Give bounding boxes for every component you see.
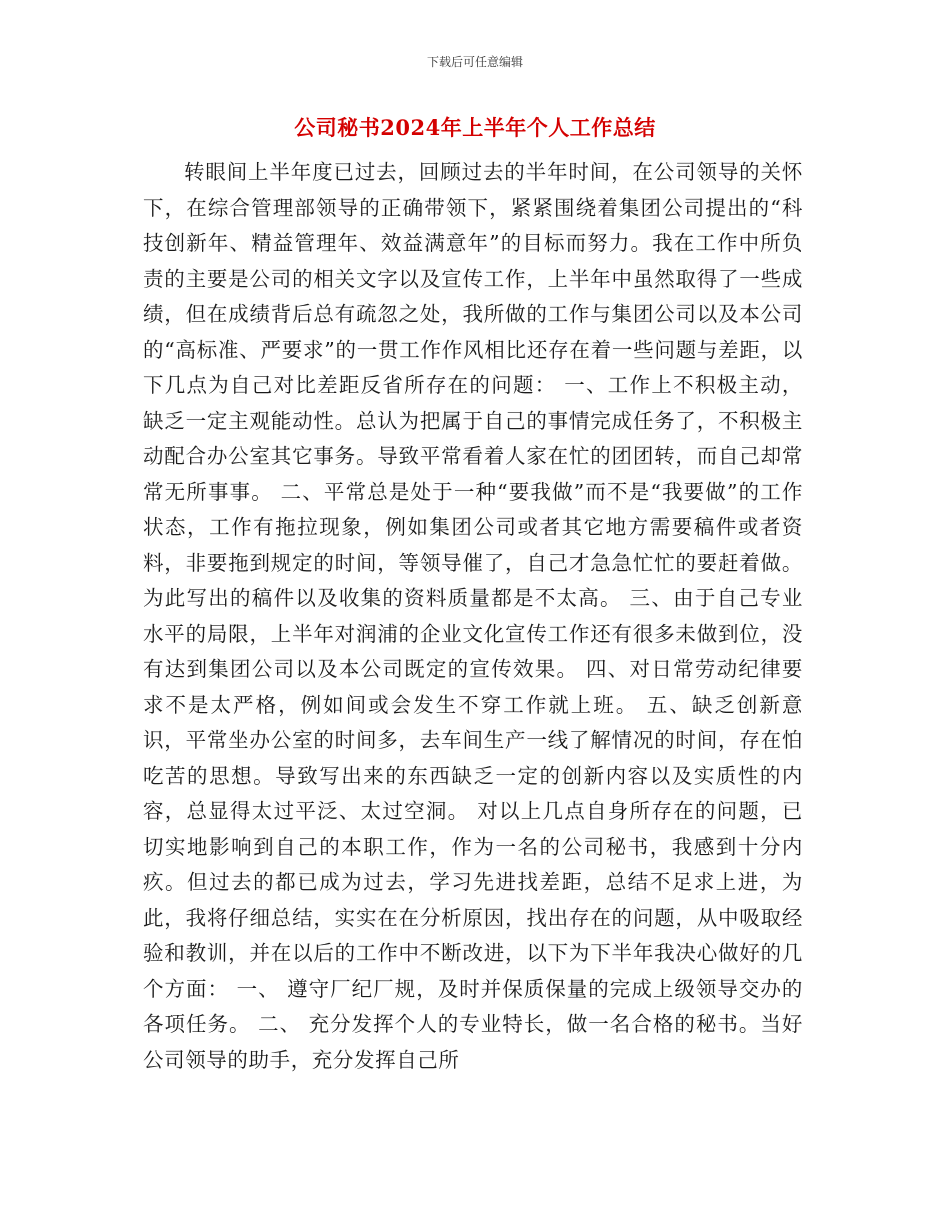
body-paragraph: 转眼间上半年度已过去，回顾过去的半年时间，在公司领导的关怀下，在综合管理部领导的正确带领下，紧紧围绕着集团公司提出的“科技创新年、精益管理年、效益满意年”的目标而努力。我在工作中所负责的主要是公司的相关文字以及宣传工作，上半年中虽然取得了一些成绩，但在成绩背后总有疏忽之处，我所做的工作与集团公司以及本公司的“高标准、严要求”的一贯工作作风相比还存在着一些问题与差距，以下几点为自己对比差距反省所存在的问题： 一、工作上不积极主动，缺乏一定主观能动性。总认为把属于自己的事情完成任务了，不积极主动配合办公室其它事务。导致平常看着人家在忙的团团转，而自己却常常无所事事。 二、平常总是处于一种“要我做”而不是“我要做”的工作状态，工作有拖拉现象，例如集团公司或者其它地方需要稿件或者资料，非要拖到规定的时间，等领导催了，自己才急急忙忙的要赶着做。为此写出的稿件以及收集的资料质量都是不太高。 三、由于自己专业水平的局限，上半年对润浦的企业文化宣传工作还有很多未做到位，没有达到集团公司以及本公司既定的宣传效果。 四、对日常劳动纪律要求不是太严格，例如间或会发生不穿工作就上班。 五、缺乏创新意识，平常坐办公室的时间多，去车间生产一线了解情况的时间，存在怕吃苦的思想。导致写出来的东西缺乏一定的创新内容以及实质性的内容，总显得太过平泛、太过空洞。 对以上几点自身所存在的问题，已切实地影响到自己的本职工作，作为一名的公司秘书，我感到十分内疚。但过去的都已成为过去，学习先进找差距，总结不足求上进，为此，我将仔细总结，实实在在分析原因，找出存在的问题，从中吸取经验和教训，并在以后的工作中不断改进，以下为下半年我决心做好的几个方面： 一、 遵守厂纪厂规，及时并保质保量的完成上级领导交办的各项任务。 二、 充分发挥个人的专业特长，做一名合格的秘书。当好公司领导的助手，充分发挥自己所 [143, 160, 803, 1072]
document-title: 公司秘书2024年上半年个人工作总结 [294, 115, 656, 140]
document-body [143, 155, 803, 1078]
page-header-note: 下载后可任意编辑 [426, 55, 523, 69]
